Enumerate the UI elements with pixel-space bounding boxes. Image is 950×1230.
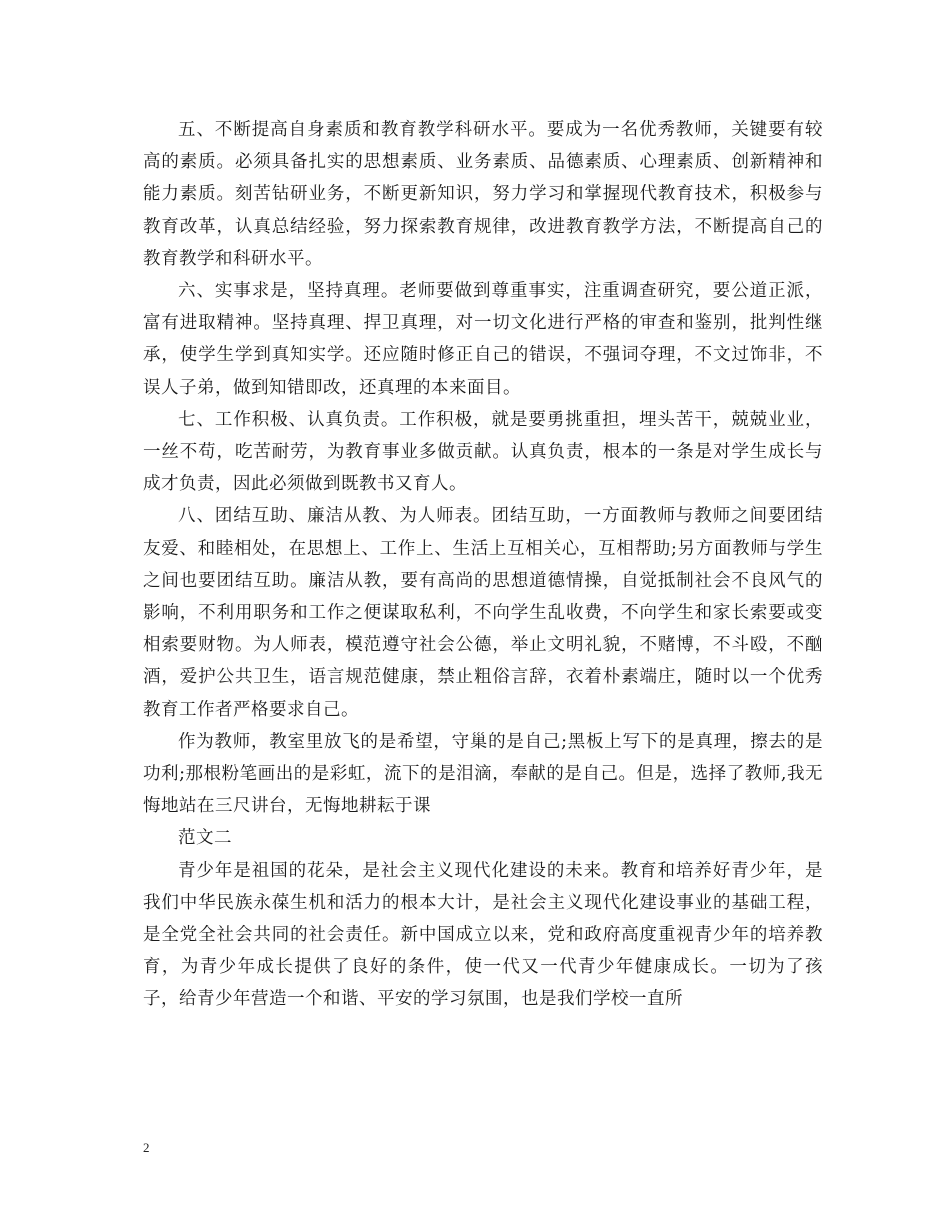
paragraph-five: 五、不断提高自身素质和教育教学科研水平。要成为一名优秀教师，关键要有较高的素质。必须具备扎实的思想素质、业务素质、品德素质、心理素质、创新精神和能力素质。刻苦钻研业务，不断更新知识，努力学习和掌握现代教育技术，积极参与教育改革，认真总结经验，努力探索教育规律，改进教育教学方法，不断提高自己的教育教学和科研水平。 (143, 120, 823, 269)
paragraph-seven: 七、工作积极、认真负责。工作积极，就是要勇挑重担，埋头苦干，兢兢业业，一丝不苟，吃苦耐劳，为教育事业多做贡献。认真负责，根本的一条是对学生成长与成才负责，因此必须做到既教书又育人。 (143, 409, 823, 495)
paragraph-closing: 作为教师，教室里放飞的是希望，守巢的是自己;黑板上写下的是真理，擦去的是功利;那根粉笔画出的是彩虹，流下的是泪滴，奉献的是自己。但是，选择了教师,我无悔地站在三尺讲台，无悔地耕耘于课 (143, 731, 823, 817)
paragraph-sample-two-intro: 青少年是祖国的花朵，是社会主义现代化建设的未来。教育和培养好青少年，是我们中华民族永葆生机和活力的根本大计，是社会主义现代化建设事业的基础工程，是全党全社会共同的社会责任。新中国成立以来，党和政府高度重视青少年的培养教育，为青少年成长提供了良好的条件，使一代又一代青少年健康成长。一切为了孩子，给青少年营造一个和谐、平安的学习氛围，也是我们学校一直所 (143, 860, 823, 1010)
section-heading-sample-two: 范文二 (178, 828, 232, 849)
paragraph-eight: 八、团结互助、廉洁从教、为人师表。团结互助，一方面教师与教师之间要团结友爱、和睦相处，在思想上、工作上、生活上互相关心，互相帮助;另方面教师与学生之间也要团结互助。廉洁从教，要有高尚的思想道德情操，自觉抵制社会不良风气的影响，不利用职务和工作之便谋取私利，不向学生乱收费，不向学生和家长索要或变相索要财物。为人师表，模范遵守社会公德，举止文明礼貌，不赌博，不斗殴，不酗酒，爱护公共卫生，语言规范健康，禁止粗俗言辞，衣着朴素端庄，随时以一个优秀教育工作者严格要求自己。 (143, 506, 823, 720)
page-number: 2 (143, 1140, 150, 1155)
document-body (143, 114, 823, 1016)
paragraph-six: 六、实事求是，坚持真理。老师要做到尊重事实，注重调查研究，要公道正派，富有进取精神。坚持真理、捍卫真理，对一切文化进行严格的审查和鉴别，批判性继承，使学生学到真知实学。还应随时修正自己的错误，不强词夺理，不文过饰非，不误人子弟，做到知错即改，还真理的本来面目。 (143, 281, 823, 398)
